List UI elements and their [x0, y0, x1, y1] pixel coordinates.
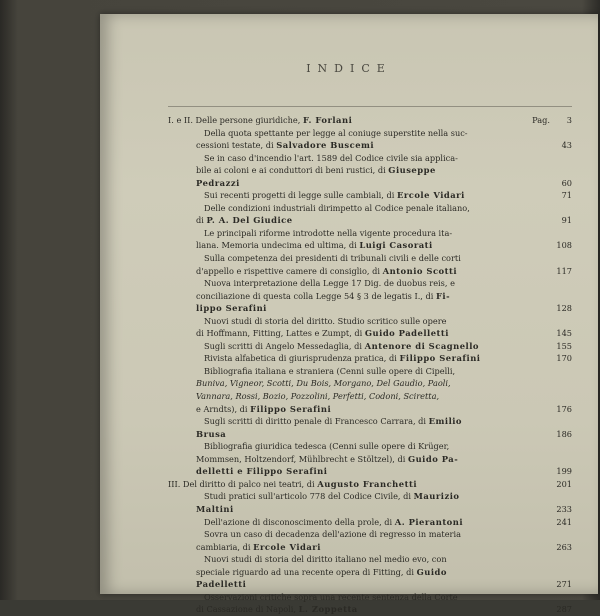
entry-text: Sulla competenza dei presidenti di tribunali civili e delle corti	[204, 253, 461, 264]
toc-entry	[168, 415, 572, 440]
page-number: 176	[556, 403, 572, 414]
entry-author: Fi-	[435, 290, 451, 301]
toc-entry	[168, 516, 572, 529]
page-number: 71	[561, 190, 572, 201]
entry-text: Le principali riforme introdotte nella vigente procedura ita-	[204, 227, 453, 238]
entry-text: liana. Memoria undecima ed ultima, di	[196, 240, 360, 251]
entry-author: Maurizio	[413, 491, 460, 502]
page-number: 91	[561, 215, 572, 226]
entry-author: Maltini	[196, 503, 234, 514]
entry-text: Mommsen, Holtzendorf, Mühlbrecht e Stöltzel), di	[196, 453, 408, 464]
entry-author: Guido Pa-	[407, 453, 459, 464]
page-title: INDICE	[306, 62, 392, 75]
entry-author: Guido	[416, 566, 447, 577]
entry-text: cambiaria, di	[196, 541, 254, 552]
entry-author: delletti e Filippo Serafini	[196, 466, 328, 477]
toc-entry	[168, 591, 572, 616]
entry-author: Emilio	[428, 416, 463, 427]
toc-entry	[168, 440, 572, 478]
entry-text: Sui recenti progetti di legge sulle cambiali, di	[204, 190, 397, 201]
page-number: 117	[556, 265, 572, 276]
toc-entry	[168, 277, 572, 315]
entry-text: speciale riguardo ad una recente opera di Fitting, di	[196, 566, 417, 577]
entry-author: L. Zoppetta	[298, 604, 358, 615]
entry-text: e Arndts), di	[196, 403, 251, 414]
toc-entry	[168, 352, 572, 365]
page-number: 271	[556, 579, 572, 590]
entry-text: Buniva, Vigneor, Scotti, Du Bois, Morgano, Del Gaudio, Paoli,	[196, 378, 451, 389]
book-page	[100, 14, 598, 615]
entry-text: I. e II. Delle persone giuridiche,	[168, 115, 303, 125]
entry-author: Ercole Vidari	[396, 190, 465, 201]
toc-entry	[168, 252, 572, 277]
toc-entry	[168, 340, 572, 353]
page-number: 263	[556, 541, 572, 552]
toc-entry	[168, 365, 572, 415]
entry-text: Sugli scritti di Angelo Messedaglia, di	[204, 340, 365, 351]
page-number: 241	[556, 516, 572, 527]
entry-text: Nuovi studi di storia del diritto. Studio scritico sulle opere	[204, 315, 447, 326]
entry-text: d'appello e rispettive camere di consiglio, di	[196, 265, 383, 276]
entry-text: Vannara, Rossi, Bozio, Pozzolini, Perfetti, Codoni, Sciretta,	[196, 391, 440, 402]
toc-entry	[168, 478, 572, 491]
toc-entry	[168, 227, 572, 252]
toc-entry	[168, 315, 572, 340]
entry-text: Sovra un caso di decadenza dell'azione di regresso in materia	[204, 529, 461, 540]
entry-text: Rivista alfabetica di giurisprudenza pratica, di	[204, 353, 400, 364]
page-number: 233	[556, 503, 572, 514]
entry-author: Antenore di Scagnello	[364, 340, 479, 351]
page-number: 60	[561, 177, 572, 188]
entry-author: F. Forlani	[302, 115, 353, 125]
entry-text: di Hoffmann, Fitting, Lattes e Zumpt, di	[196, 328, 365, 339]
entry-author: Giuseppe	[388, 165, 436, 176]
toc-entry	[168, 127, 572, 152]
entry-text: bile ai coloni e ai conduttori di beni rustici, di	[196, 165, 389, 176]
page-number: 199	[556, 466, 572, 477]
toc-entry	[168, 490, 572, 515]
toc-entry	[168, 202, 572, 227]
entry-author: A. Pierantoni	[394, 516, 464, 527]
entry-author: Salvadore Buscemi	[276, 140, 375, 151]
title-rule	[168, 106, 572, 107]
entry-text: Bibliografia italiana e straniera (Cenni sulle opere di Cipelli,	[204, 365, 456, 376]
entry-author: P. A. Del Giudice	[206, 215, 293, 226]
page-number: 145	[556, 328, 572, 339]
entry-author: Filippo Serafini	[399, 353, 481, 364]
toc-entry	[168, 189, 572, 202]
entry-author: lippo Serafini	[196, 303, 267, 314]
page-number: 170	[556, 353, 572, 364]
entry-text: III. Del diritto di palco nei teatri, di	[168, 478, 318, 489]
table-of-contents	[168, 114, 572, 616]
entry-text: cessioni testate, di	[196, 140, 277, 151]
entry-text: Se in caso d'incendio l'art. 1589 del Codice civile sia applica-	[204, 152, 458, 163]
page-number: 108	[556, 240, 572, 251]
entry-author: Luigi Casorati	[359, 240, 433, 251]
entry-text: Osservazioni critiche sopra una recente sentenza della Corte	[204, 591, 458, 602]
entry-text: di	[196, 215, 207, 226]
entry-author: Filippo Serafini	[250, 403, 332, 414]
entry-text: conciliazione di questa colla Legge 54 § 3 de legatis I., di	[196, 290, 436, 301]
entry-author: Antonio Scotti	[382, 265, 458, 276]
entry-text: Sugli scritti di diritto penale di Francesco Carrara, di	[204, 416, 429, 427]
page-number: 186	[556, 428, 572, 439]
entry-text: di Cassazione di Napoli,	[196, 604, 299, 615]
entry-text: Delle condizioni industriali dirimpetto al Codice penale italiano,	[204, 202, 470, 213]
entry-author: Ercole Vidari	[253, 541, 321, 552]
entry-text: Bibliografia giuridica tedesca (Cenni sulle opere di Krüger,	[204, 441, 450, 452]
page-number: 201	[556, 478, 572, 489]
entry-text: Dell'azione di disconoscimento della prole, di	[204, 516, 395, 527]
entry-author: Guido Padelletti	[364, 328, 449, 339]
page-number: 155	[556, 340, 572, 351]
entry-author: Brusa	[196, 428, 227, 439]
page-number: 128	[556, 303, 572, 314]
toc-entry	[168, 553, 572, 591]
entry-text: Nuova interpretazione della Legge 17 Dig. de duobus reis, e	[204, 278, 455, 289]
entry-author: Augusto Franchetti	[317, 478, 417, 489]
toc-entry	[168, 528, 572, 553]
entry-text: Studi pratici sull'articolo 778 del Codice Civile, di	[204, 491, 414, 502]
entry-author: Pedrazzi	[196, 177, 240, 188]
entry-author: Padelletti	[196, 579, 247, 590]
pag-label: Pag.	[532, 115, 550, 125]
toc-entry	[168, 152, 572, 190]
page-number: 3	[566, 115, 572, 125]
toc-entry	[168, 114, 572, 127]
entry-text: Della quota spettante per legge al coniuge superstite nella suc-	[204, 127, 468, 138]
entry-text: Nuovi studi di storia del diritto italiano nel medio evo, con	[204, 554, 447, 565]
page-number: 287	[556, 604, 572, 615]
page-number: 43	[561, 140, 572, 151]
